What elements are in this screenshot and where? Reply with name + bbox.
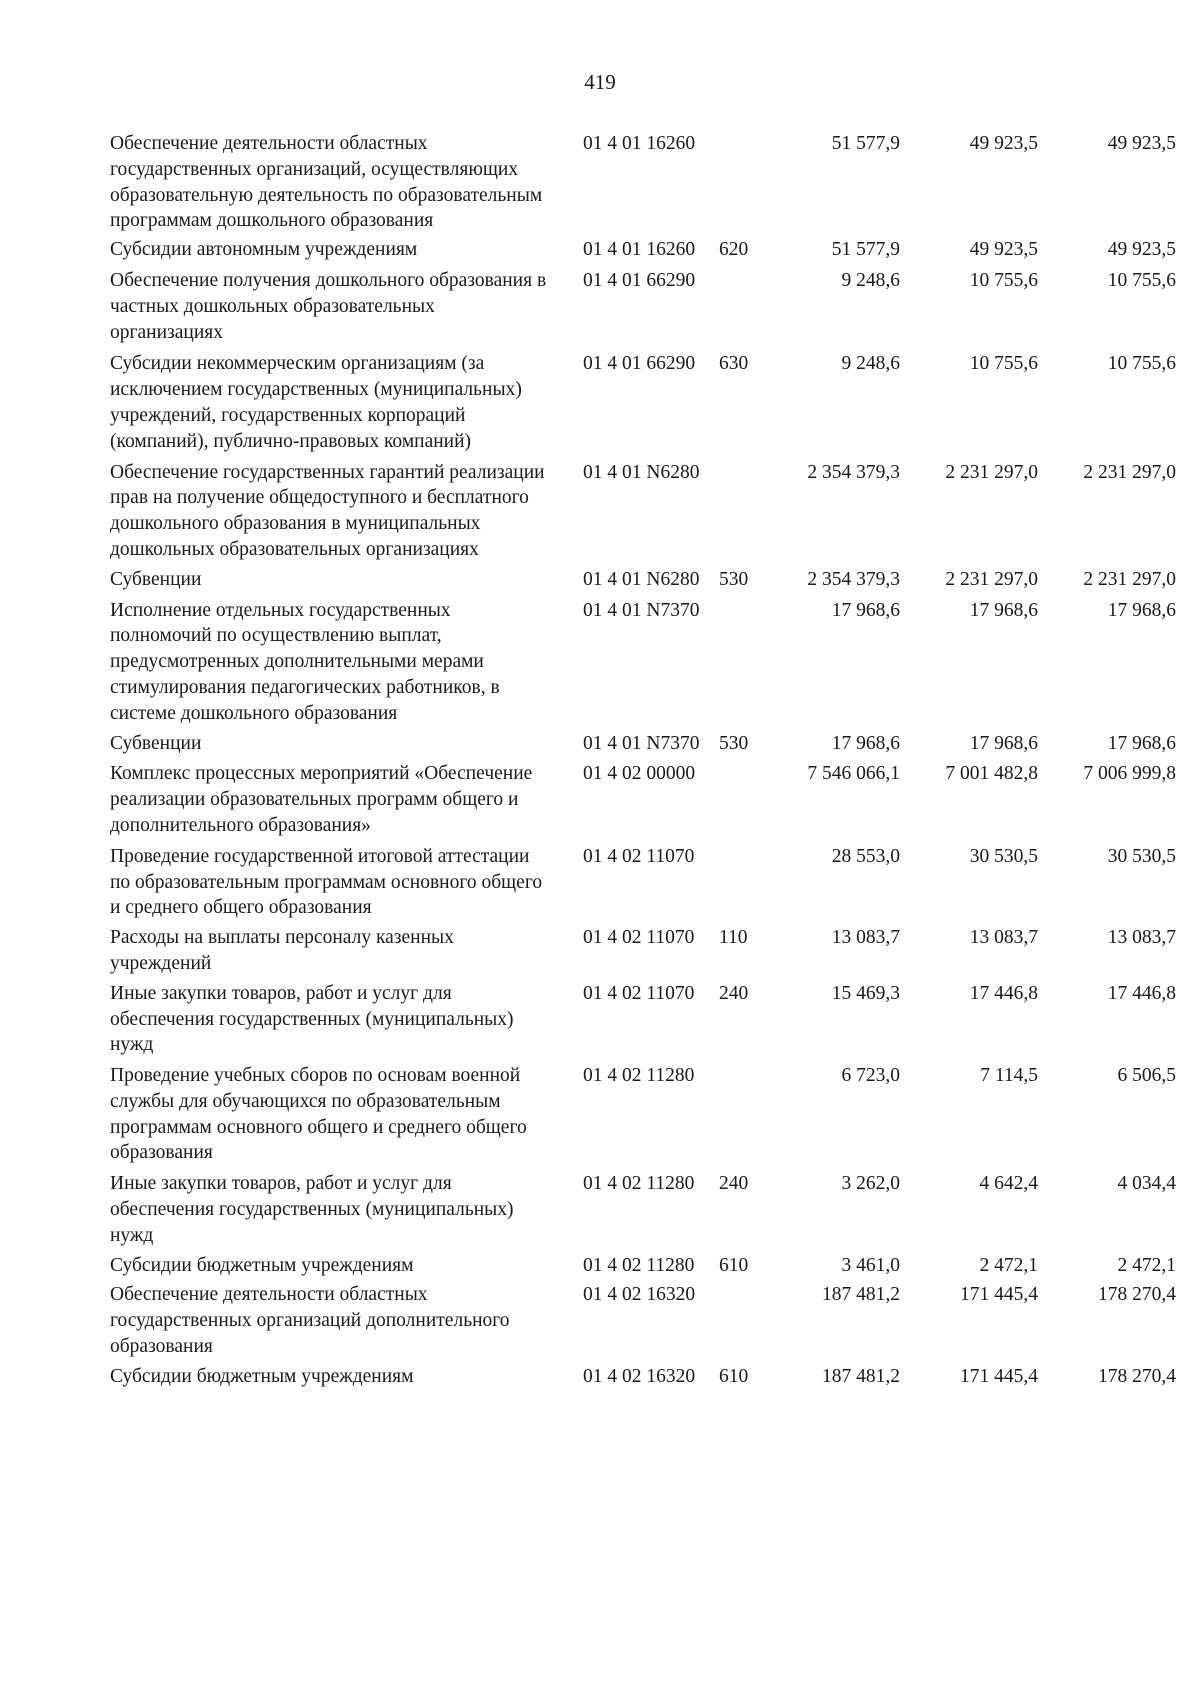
table-row — [0, 268, 1200, 345]
row-name: Обеспечение деятельности областных государственных организаций дополнительного образования — [110, 1284, 510, 1358]
row-value-2024: 17 968,6 — [831, 599, 900, 621]
row-value-2026: 49 923,5 — [1107, 239, 1176, 261]
row-code: 01 4 02 16320 — [583, 1284, 696, 1306]
table-row — [0, 237, 1200, 263]
row-name: Обеспечение деятельности областных государственных организаций, осуществляющих образовательную деятельность по образовательным программам дошкольного образования — [110, 133, 543, 232]
row-code: 01 4 01 66290 — [583, 353, 696, 375]
row-name: Обеспечение получения дошкольного образования в частных дошкольных образовательных организациях — [110, 269, 547, 343]
row-expense-type: 240 — [719, 1173, 749, 1195]
row-name: Проведение государственной итоговой аттестации по образовательным программам основного общего и среднего общего образования — [110, 845, 543, 919]
table-row — [0, 598, 1200, 727]
table-row — [0, 351, 1200, 454]
row-code: 01 4 02 11280 — [583, 1173, 695, 1195]
row-code: 01 4 02 11280 — [583, 1065, 695, 1087]
row-value-2024: 9 248,6 — [841, 269, 900, 291]
row-code: 01 4 02 11280 — [583, 1254, 695, 1276]
row-name: Субсидии бюджетным учреждениям — [110, 1365, 414, 1387]
row-value-2025: 171 445,4 — [960, 1365, 1038, 1387]
row-value-2025: 49 923,5 — [969, 133, 1038, 154]
row-code: 01 4 01 16260 — [583, 133, 696, 154]
row-code: 01 4 01 N7370 — [583, 732, 700, 754]
row-value-2026: 2 231 297,0 — [1083, 568, 1176, 590]
row-name: Субвенции — [110, 732, 202, 754]
table-row — [0, 981, 1200, 1058]
row-value-2025: 17 446,8 — [969, 982, 1038, 1004]
row-value-2025: 17 968,6 — [969, 599, 1038, 621]
row-name: Иные закупки товаров, работ и услуг для обеспечения государственных (муниципальных) нужд — [110, 1173, 514, 1246]
budget-table — [0, 131, 1200, 1390]
row-name: Субвенции — [110, 568, 202, 590]
row-value-2025: 2 231 297,0 — [945, 461, 1038, 483]
table-row — [0, 1063, 1200, 1166]
row-value-2026: 30 530,5 — [1107, 845, 1176, 867]
row-value-2024: 15 469,3 — [831, 982, 900, 1004]
row-value-2024: 187 481,2 — [822, 1365, 900, 1387]
row-expense-type: 530 — [719, 568, 749, 590]
row-value-2024: 2 354 379,3 — [807, 568, 900, 590]
row-value-2025: 49 923,5 — [969, 239, 1038, 261]
row-value-2024: 9 248,6 — [841, 353, 900, 375]
row-name: Исполнение отдельных государственных полномочий по осуществлению выплат, предусмотренных дополнительными мерами стимулирования педагогических работников, в системе дошкольного образования — [110, 599, 500, 724]
row-expense-type: 110 — [719, 927, 748, 949]
row-expense-type: 610 — [719, 1365, 749, 1387]
row-name: Проведение учебных сборов по основам военной службы для обучающихся по образовательным программам основного общего и среднего общего образования — [110, 1065, 527, 1164]
row-value-2024: 2 354 379,3 — [807, 461, 900, 483]
row-value-2024: 7 546 066,1 — [807, 763, 900, 785]
table-row — [0, 1364, 1200, 1390]
row-value-2025: 2 231 297,0 — [945, 568, 1038, 590]
row-value-2026: 178 270,4 — [1098, 1284, 1176, 1306]
row-expense-type: 610 — [719, 1254, 749, 1276]
row-value-2024: 187 481,2 — [822, 1284, 900, 1306]
row-value-2026: 2 231 297,0 — [1083, 461, 1176, 483]
row-value-2025: 2 472,1 — [979, 1254, 1038, 1276]
row-code: 01 4 01 N6280 — [583, 568, 700, 590]
table-row — [0, 1282, 1200, 1359]
row-value-2024: 17 968,6 — [831, 732, 900, 754]
row-name: Субсидии автономным учреждениям — [110, 239, 418, 261]
row-code: 01 4 02 11070 — [583, 927, 695, 949]
row-value-2026: 2 472,1 — [1117, 1254, 1176, 1276]
row-name: Комплекс процессных мероприятий «Обеспечение реализации образовательных программ общего и дополнительного образования» — [110, 763, 533, 836]
row-value-2026: 178 270,4 — [1098, 1365, 1176, 1387]
row-value-2026: 10 755,6 — [1107, 269, 1176, 291]
row-name: Иные закупки товаров, работ и услуг для обеспечения государственных (муниципальных) нужд — [110, 982, 514, 1056]
row-code: 01 4 01 16260 — [583, 239, 696, 261]
row-value-2024: 51 577,9 — [831, 133, 900, 154]
table-row — [0, 131, 1200, 234]
table-row — [0, 925, 1200, 977]
row-value-2025: 171 445,4 — [960, 1284, 1038, 1306]
row-value-2025: 10 755,6 — [969, 269, 1038, 291]
row-value-2026: 17 446,8 — [1107, 982, 1176, 1004]
row-value-2024: 6 723,0 — [841, 1065, 900, 1087]
table-row — [0, 460, 1200, 563]
row-value-2025: 7 114,5 — [980, 1065, 1038, 1087]
row-value-2026: 49 923,5 — [1107, 133, 1176, 154]
row-code: 01 4 02 11070 — [583, 982, 695, 1004]
row-name: Обеспечение государственных гарантий реализации прав на получение общедоступного и бесплатного дошкольного образования в муниципальных дошкольных образовательных организациях — [110, 461, 545, 560]
row-expense-type: 630 — [719, 353, 749, 375]
row-value-2025: 30 530,5 — [969, 845, 1038, 867]
table-row — [0, 844, 1200, 921]
row-value-2026: 4 034,4 — [1117, 1173, 1176, 1195]
row-value-2026: 10 755,6 — [1107, 353, 1176, 375]
row-value-2024: 3 461,0 — [841, 1254, 900, 1276]
row-value-2024: 13 083,7 — [831, 927, 900, 949]
row-expense-type: 240 — [719, 982, 749, 1004]
row-value-2026: 17 968,6 — [1107, 732, 1176, 754]
row-code: 01 4 02 00000 — [583, 763, 696, 785]
row-value-2026: 13 083,7 — [1107, 927, 1176, 949]
row-value-2025: 7 001 482,8 — [945, 763, 1038, 785]
row-value-2026: 7 006 999,8 — [1083, 763, 1176, 785]
row-name: Субсидии бюджетным учреждениям — [110, 1254, 414, 1276]
table-row — [0, 1253, 1200, 1279]
row-value-2024: 3 262,0 — [841, 1173, 900, 1195]
row-name: Субсидии некоммерческим организациям (за исключением государственных (муниципальных) учреждений, государственных корпораций (компаний), публично-правовых компаний) — [110, 353, 522, 452]
row-expense-type: 530 — [719, 732, 749, 754]
page-number: 419 — [584, 70, 616, 94]
table-row — [0, 761, 1200, 838]
row-expense-type: 620 — [719, 239, 749, 261]
row-value-2025: 10 755,6 — [969, 353, 1038, 375]
row-value-2025: 4 642,4 — [979, 1173, 1038, 1195]
row-value-2026: 6 506,5 — [1117, 1065, 1176, 1087]
row-value-2024: 28 553,0 — [831, 845, 900, 867]
row-value-2025: 17 968,6 — [969, 732, 1038, 754]
table-row — [0, 1171, 1200, 1248]
row-name: Расходы на выплаты персоналу казенных учреждений — [110, 927, 454, 974]
row-code: 01 4 02 16320 — [583, 1365, 696, 1387]
row-code: 01 4 01 N6280 — [583, 461, 700, 483]
table-row — [0, 567, 1200, 593]
row-code: 01 4 02 11070 — [583, 845, 695, 867]
table-row — [0, 731, 1200, 757]
row-value-2025: 13 083,7 — [969, 927, 1038, 949]
row-value-2024: 51 577,9 — [831, 239, 900, 261]
row-value-2026: 17 968,6 — [1107, 599, 1176, 621]
row-code: 01 4 01 66290 — [583, 269, 696, 291]
row-code: 01 4 01 N7370 — [583, 599, 700, 621]
